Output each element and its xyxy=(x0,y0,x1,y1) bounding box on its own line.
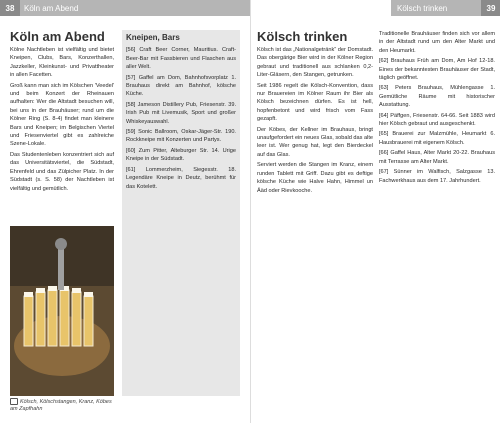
body-paragraph: Kölsch ist das „Nationalgetränk“ der Domstadt. Das obergärige Bier wird in der Kölner Region gebraut und traditionell aus schlanken 0,2-Liter-Gläsern, den Stangen, getrunken. xyxy=(257,47,373,79)
right-running-header xyxy=(251,0,500,16)
left-running-head: Köln am Abend xyxy=(20,0,250,16)
left-section-title: Köln am Abend xyxy=(10,29,105,44)
venue-entry: [65] Brauerei zur Malzmühle, Heumarkt 6. Hausbrauerei mit eigenem Kölsch. xyxy=(379,131,495,146)
body-paragraph: Seit 1986 regelt die Kölsch-Konvention, dass nur Brauereien im Kölner Raum ihr Bier als Kölsch bezeichnen dürfen. Es ist hell, hopfenbetont und wird frisch vom Fass gezapft. xyxy=(257,82,373,123)
box-heading: Kneipen, Bars xyxy=(126,33,180,42)
venue-entry: [67] Sünner im Walfisch, Salzgasse 13. Fachwerkhaus aus dem 17. Jahrhundert. xyxy=(379,169,495,184)
venue-entry: [64] Päffgen, Friesenstr. 64-66. Seit 1883 wird hier Kölsch gebraut und ausgeschenkt. xyxy=(379,112,495,128)
body-paragraph: Serviert werden die Stangen im Kranz, einem runden Tablett mit Griff. Dazu gibt es deftige kölsche Küche wie Halve Hahn, Himmel un Ääd oder Rievkooche. xyxy=(257,162,373,194)
left-running-header xyxy=(0,0,250,16)
right-column-1 xyxy=(257,46,373,416)
venue-entry: [61] Lommerzheim, Siegesstr. 18. Legendäre Kneipe in Deutz, berühmt für das Kotelett. xyxy=(126,166,236,190)
photo-caption xyxy=(10,398,114,413)
right-running-head: Kölsch trinken xyxy=(391,0,481,16)
venue-entry: [66] Gaffel Haus, Alter Markt 20-22. Brauhaus mit Terrasse am Alter Markt. xyxy=(379,150,495,165)
left-intro-column xyxy=(10,46,114,226)
venue-entry: [63] Peters Brauhaus, Mühlengasse 1. Gemütliche Räume mit historischer Ausstattung. xyxy=(379,85,495,109)
venue-entry: [60] Zum Pitter, Alteburger Str. 14. Urige Kneipe in der Südstadt. xyxy=(126,147,236,163)
venue-entry: [59] Sonic Ballroom, Oskar-Jäger-Str. 190. Rockkneipe mit Konzerten und Partys. xyxy=(126,129,236,144)
right-page xyxy=(250,0,500,423)
body-paragraph: Der Köbes, der Kellner im Brauhaus, bringt unaufgefordert ein neues Glas, sobald das alte leer ist. Wer genug hat, legt den Bierdeckel auf das Glas. xyxy=(257,126,373,158)
right-column-2 xyxy=(379,30,495,416)
photo-illustration xyxy=(10,226,114,396)
koelsch-kranz-photo xyxy=(10,226,114,396)
camera-icon xyxy=(10,398,18,405)
venue-entry: [56] Craft Beer Corner, Mauritius. Craft-Beer-Bar mit Fassbieren und Flaschen aus aller Welt. xyxy=(126,47,236,71)
right-section-title: Kölsch trinken xyxy=(257,29,348,44)
venue-entry: [62] Brauhaus Früh am Dom, Am Hof 12-18. Eines der bekanntesten Brauhäuser der Stadt, täglich geöffnet. xyxy=(379,58,495,82)
kneipen-bars-box xyxy=(122,30,240,396)
right-page-number: 39 xyxy=(481,0,500,16)
venue-entry: [57] Gaffel am Dom, Bahnhofsvorplatz 1. Brauhaus direkt am Bahnhof, kölsche Küche. xyxy=(126,74,236,98)
body-paragraph: Traditionelle Brauhäuser finden sich vor allem in der Altstadt rund um den Alter Markt und den Heumarkt. xyxy=(379,31,495,54)
intro-paragraph: Kölne Nachtleben ist vielfältig und bietet Kneipen, Clubs, Bars, Konzerthallen, Jazzkeller, Kleinkunst- und Privattheater in allen Facetten. xyxy=(10,47,114,79)
intro-paragraph: Das Studentenleben konzentriert sich auf das Universitätsviertel, die Südstadt, Ehrenfeld und das Zülpicher Platz. In der Südstadt (s. S. 58) der Nachtleben ist vielfältig und gemütlich. xyxy=(10,151,114,192)
intro-paragraph: Groß kann man sich im Kölschen 'Veedel' und beim Konzert der Rheinauen aufhalten: Wer die Altstadt besuchen will, bei uns in der Brauhäuser; rund um die Kölner Ring (S. 8-4) findet man kleinere Bars und Kneipen; im Belgischen Viertel und Friesenviertel gibt es zahlreiche Szene-Lokale. xyxy=(10,82,114,148)
caption-text: Kölsch, Kölschstangen, Kranz, Köbes am Zapfhahn xyxy=(10,398,112,412)
left-page-number: 38 xyxy=(0,0,20,16)
venue-entry: [58] Jameson Distillery Pub, Friesenstr. 39. Irish Pub mit Livemusik, Sport und großer Whiskeyauswahl. xyxy=(126,101,236,125)
